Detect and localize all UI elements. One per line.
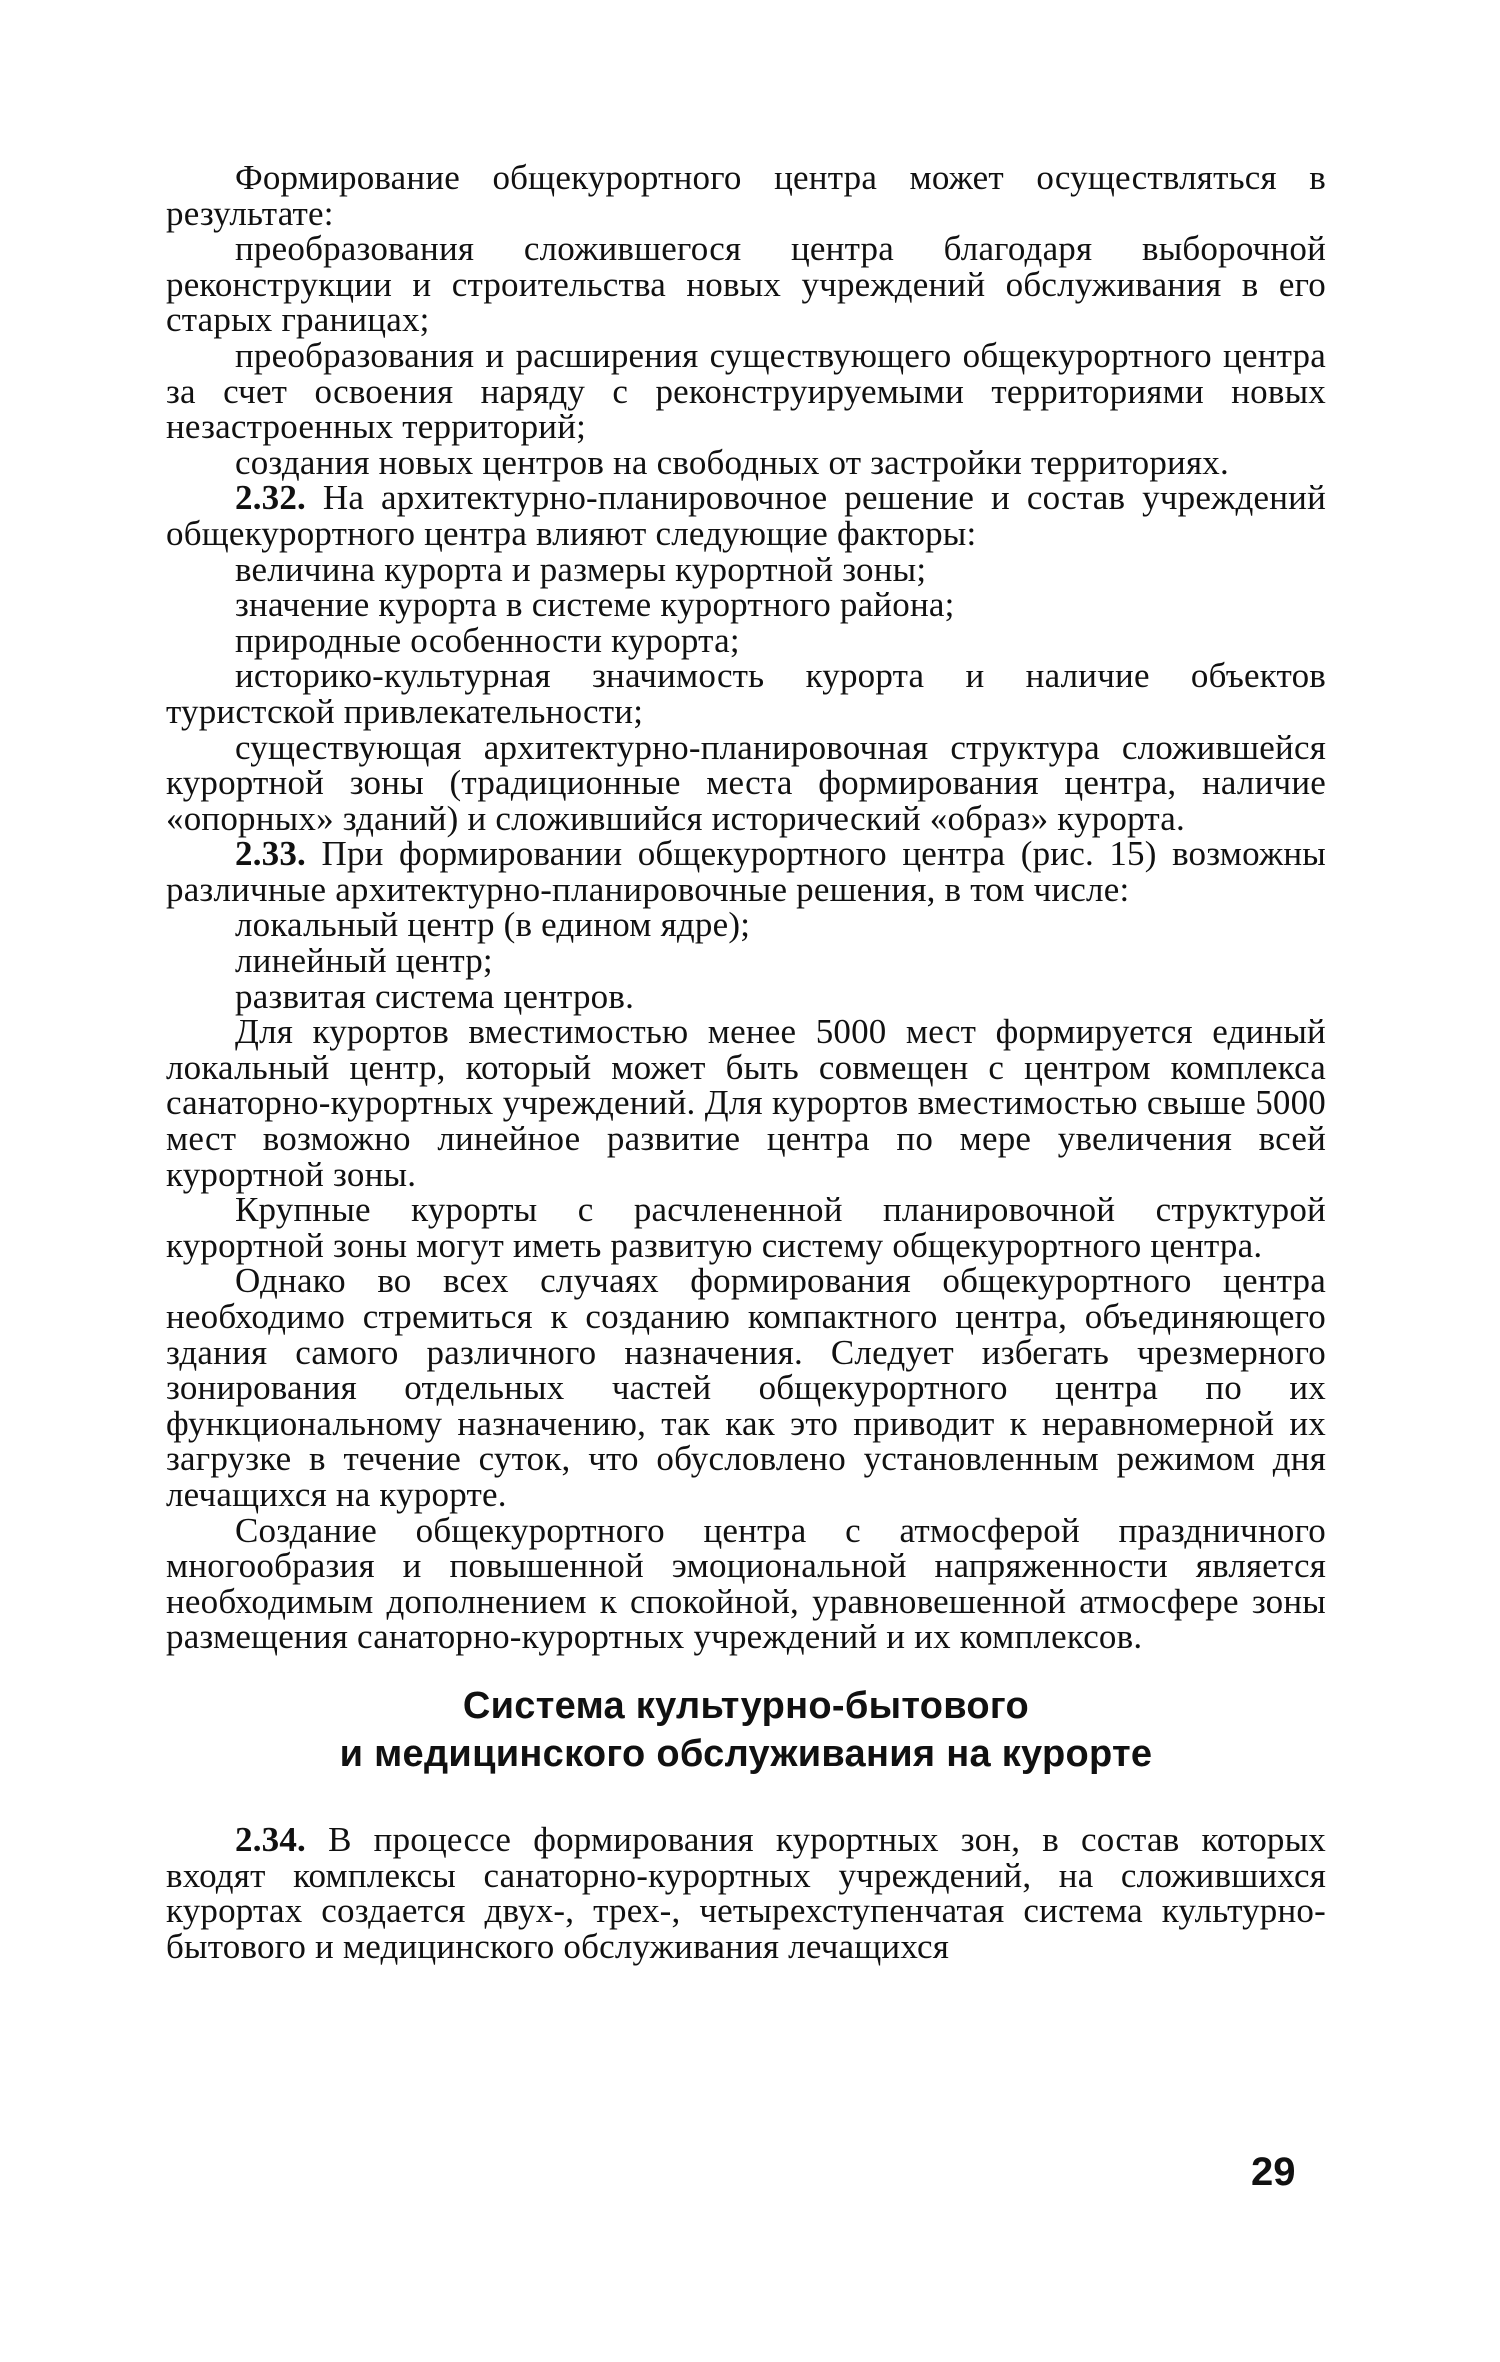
- section-number: 2.34.: [235, 1819, 306, 1859]
- section-text: При формировании общекурортного центра (рис. 15) возможны различные архитектурно-планировочные решения, в том числе:: [166, 834, 1326, 909]
- section-2-34: [166, 1819, 1327, 1966]
- heading-line-1: Система культурно-бытового: [462, 1684, 1030, 1727]
- paragraph: Для курортов вместимостью менее 5000 мест формируется единый локальный центр, который может быть совмещен с центром комплекса санаторно-курортных учреждений. Для курортов вместимостью свыше 5000 мест возможно линейное развитие центра по мере увеличения всей курортной зоны.: [166, 1012, 1326, 1194]
- section-heading: [166, 1682, 1326, 1778]
- list-item: величина курорта и размеры курортной зоны;: [235, 549, 927, 589]
- list-item: значение курорта в системе курортного района;: [235, 585, 955, 625]
- section-text: На архитектурно-планировочное решение и состав учреждений общекурортного центра влияют следующие факторы:: [166, 478, 1326, 553]
- list-item: существующая архитектурно-планировочная структура сложившейся курортной зоны (традиционные места формирования центра, наличие «опорных» зданий) и сложившийся исторический «образ» курорта.: [166, 727, 1326, 838]
- paragraph-item: создания новых центров на свободных от застройки территориях.: [235, 442, 1229, 482]
- section-text: В процессе формирования курортных зон, в состав которых входят комплексы санаторно-курортных учреждений, на сложившихся курортах создается двух-, трех-, четырехступенчатая система культурно-бытового и медицинского обслуживания лечащихся: [166, 1819, 1327, 1966]
- section-number: 2.33.: [235, 834, 306, 874]
- list-item: развитая система центров.: [235, 976, 635, 1016]
- list-item: локальный центр (в едином ядре);: [235, 905, 751, 945]
- section-number: 2.32.: [235, 478, 306, 518]
- paragraph-item: преобразования сложившегося центра благодаря выборочной реконструкции и строительства новых учреждений обслуживания в его старых границах;: [166, 229, 1326, 340]
- section-2-32: [166, 480, 1326, 551]
- paragraph: Крупные курорты с расчлененной планировочной структурой курортной зоны могут иметь развитую систему общекурортного центра.: [166, 1190, 1326, 1265]
- list-item: природные особенности курорта;: [235, 620, 740, 660]
- paragraph-intro: Формирование общекурортного центра может осуществляться в результате:: [166, 158, 1326, 233]
- section-2-33: [166, 836, 1326, 907]
- paragraph: Однако во всех случаях формирования общекурортного центра необходимо стремиться к созданию компактного центра, объединяющего здания самого различного назначения. Следует избегать чрезмерного зонирования отдельных частей общекурортного центра по их функциональному назначению, так как это приводит к неравномерной их загрузке в течение суток, что обусловлено установленным режимом дня лечащихся на курорте.: [166, 1261, 1326, 1514]
- page-number: 29: [1251, 2150, 1296, 2194]
- paragraph-item: преобразования и расширения существующего общекурортного центра за счет освоения наряду с реконструируемыми территориями новых незастроенных территорий;: [166, 335, 1326, 447]
- page-body: [166, 160, 1326, 1964]
- heading-line-2: и медицинского обслуживания на курорте: [339, 1732, 1153, 1775]
- list-item: историко-культурная значимость курорта и наличие объектов туристской привлекательности;: [166, 656, 1326, 731]
- paragraph: Создание общекурортного центра с атмосферой праздничного многообразия и повышенной эмоциональной напряженности является необходимым дополнением к спокойной, уравновешенной атмосфере зоны размещения санаторно-курортных учреждений и их комплексов.: [166, 1510, 1326, 1657]
- list-item: линейный центр;: [235, 941, 493, 981]
